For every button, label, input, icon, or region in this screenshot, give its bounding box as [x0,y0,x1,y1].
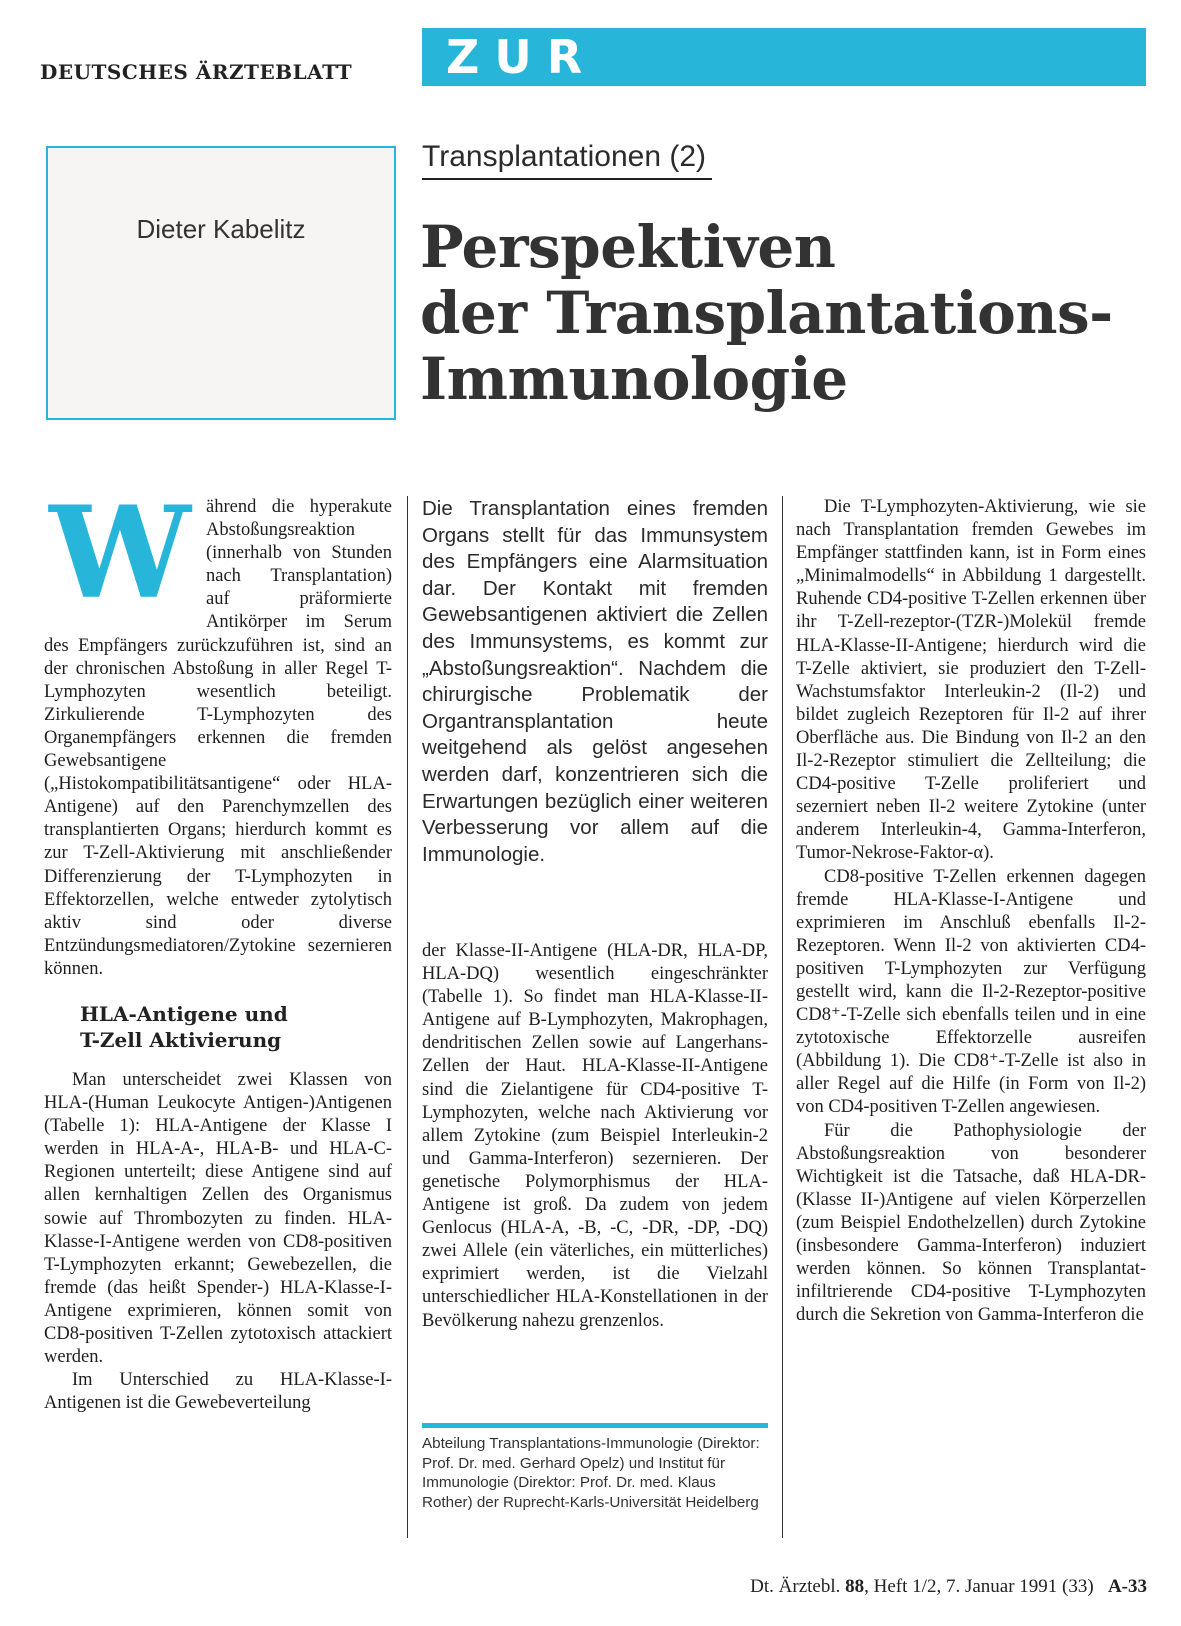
intro-text: ährend die hyperakute Abstoßungsreaktion (innerhalb von Stunden nach Transplantation) auf präformierte Antikörper im Serum des Empfängers zurückzuführen ist, sind an der chronischen Abstoßung in aller Regel T-Lymphozyten wesentlich beteiligt. Zirkulierende T-Lymphozyten des Organempfängers erkennen die fremden Gewebsantigene („Histokompatibilitätsantigene“ oder HLA-Antigene) auf den Parenchymzellen des transplantierten Organs; hierdurch kommt es zur T-Zell-Aktivierung mit anschließender Differenzierung der T-Lymphozyten in Effektorzellen, welche entweder zytolytisch aktiv sind oder diverse Entzündungsmediatoren/Zytokine sezernieren können. [44,497,392,979]
paragraph-tissue-distribution: Im Unterschied zu HLA-Klasse-I-Antigenen ist die Gewebeverteilung [44,1370,392,1414]
column-rule [407,496,408,1538]
section-banner [422,28,1146,138]
lead-paragraph: Die Transplantation eines fremden Organs stellt für das Immunsystem des Empfängers eine Alarmsituation dar. Der Kontakt mit fremden Gewebsantigenen aktiviert die Zellen des Immunsystems, es kommt zur „Abstoßungsreaktion“. Nachdem die chirurgische Problematik der Organtransplantation heute weitgehend als gelöst angesehen werden darf, konzentrieren sich die Erwartungen bezüglich einer weiteren Verbesserung vor allem auf die Immunologie. [422,497,768,866]
column-3 [796,496,1146,1327]
subheading-line-2: T-Zell Aktivierung [80,1027,282,1052]
article-title [420,214,1160,412]
section-banner-label: ZUR FORTBILDUNG [446,30,980,138]
paragraph-pathophysiology: Für die Pathophysiologie der Abstoßungsreaktion von besonderer Wichtigkeit ist die Tatsache, daß HLA-DR-(Klasse II-)Antigene auf vielen Körperzellen (zum Beispiel Endothelzellen) durch Zytokine (insbesondere Gamma-Interferon) induziert werden können. So können Transplantat-infiltrierende CD4-positive T-Lymphozyten durch die Sekretion von Gamma-Interferon die [796,1120,1146,1326]
footer-volume: 88 [845,1576,865,1597]
title-line-1: Perspektiven [420,213,836,281]
series-title: Transplantationen (2) [422,140,712,180]
column-2 [422,940,768,1333]
subheading-line-1: HLA-Antigene und [80,1001,288,1026]
title-line-3: Immunologie [420,345,848,413]
title-line-2: der Transplantations- [420,279,1113,347]
footer-journal: Dt. Ärztebl. [750,1576,841,1597]
author-name: Dieter Kabelitz [136,214,306,244]
paragraph-hla-classes: Man unterscheidet zwei Klassen von HLA-(Human Leukocyte Antigen-)Antigenen (Tabelle 1): HLA-Antigene der Klasse I werden in HLA-A-, HLA-B- und HLA-C-Regionen unterteilt; diese Antigene sind auf allen kernhaltigen Zellen des Organismus sowie auf Thrombozyten zu finden. HLA-Klasse-I-Antigene werden von CD8-positiven T-Lymphozyten erkannt; Gewebezellen, die fremde (das heißt Spender-) HLA-Klasse-I-Antigene exprimieren, können somit von CD8-positiven T-Zellen zytotoxisch attackiert werden. [44,1069,392,1368]
dropcap: W [49,479,191,627]
paragraph-class-two: der Klasse-II-Antigene (HLA-DR, HLA-DP, HLA-DQ) wesentlich eingeschränkter (Tabelle 1). So findet man HLA-Klasse-II-Antigene auf B-Lymphozyten, Makrophagen, dendritischen Zellen sowie auf Langerhans-Zellen der Haut. HLA-Klasse-II-Antigene sind die Zielantigene für CD4-positive T-Lymphozyten, welche nach Aktivierung vor allem Zytokine (zum Beispiel Interleukin-2 und Gamma-Interferon) sezernieren. Der genetische Polymorphismus der HLA-Antigene ist groß. Da zudem von jedem Genlocus (HLA-A, -B, -C, -DR, -DP, -DQ) zwei Allele (ein väterliches, ein mütterliches) exprimiert werden, ist die Vielzahl unterschiedlicher HLA-Konstellationen in der Bevölkerung nahezu grenzenlos. [422,941,768,1331]
paragraph-cd8: CD8-positive T-Zellen erkennen dagegen fremde HLA-Klasse-I-Antigene und exprimieren im Anschluß ebenfalls Il-2-Rezeptoren. Wenn Il-2 von aktivierten CD4-positiven T-Lymphozyten zur Verfügung gestellt wird, kann die Il-2-Rezeptor-positive CD8⁺-T-Zelle sich ebenfalls teilen und in eine zytotoxische Effektorzelle ausreifen (Abbildung 1). Die CD8⁺-T-Zelle ist also in aller Regel auf die Hilfe (in Form von Il-2) von CD4-positiven T-Zellen angewiesen. [796,866,1146,1118]
paragraph-activation: Die T-Lymphozyten-Aktivierung, wie sie nach Transplantation fremden Gewebes im Empfänger stattfinden kann, ist in Form eines „Minimalmodells“ in Abbildung 1 dargestellt. Ruhende CD4-positive T-Zellen erkennen über ihr T-Zell-rezeptor-(TZR-)Molekül fremde HLA-Klasse-II-Antigene; hierdurch wird die T-Zelle aktiviert, sie produziert den T-Zell-Wachstumsfaktor Interleukin-2 (Il-2) und bildet zugleich Rezeptoren für Il-2 auf ihrer Oberfläche aus. Die Bindung von Il-2 an den Il-2-Rezeptor stimuliert die Zellteilung; die CD4-positive T-Zelle proliferiert und sezerniert neben Il-2 weitere Zytokine (unter anderem Interleukin-4, Gamma-Interferon, Tumor-Nekrose-Faktor-α). [796,497,1146,864]
column-1 [44,479,392,1415]
affiliation: Abteilung Transplantations-Immunologie (Direktor: Prof. Dr. med. Gerhard Opelz) und Institut für Immunologie (Direktor: Prof. Dr. med. Klaus Rother) der Ruprecht-Karls-Universität Heidelberg [422,1435,760,1511]
footer-page: A-33 [1107,1576,1147,1597]
page-footer [750,1576,1147,1598]
column-2-lead [422,496,768,868]
affiliation-bar [422,1423,768,1428]
footer-issue: , Heft 1/2, 7. Januar 1991 (33) [864,1576,1094,1597]
subheading [80,1001,392,1053]
column-rule [782,496,783,1538]
intro-paragraph [44,479,392,981]
journal-name: DEUTSCHES ÄRZTEBLATT [40,60,353,84]
author-box [46,146,396,420]
